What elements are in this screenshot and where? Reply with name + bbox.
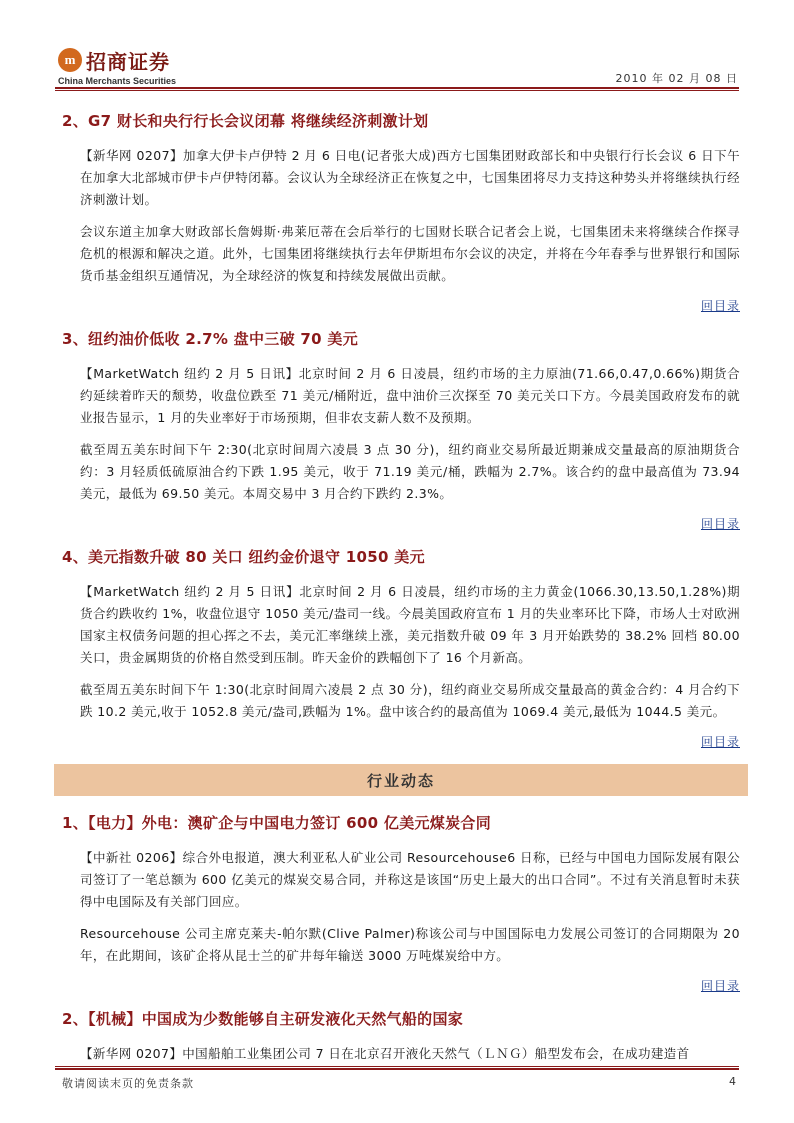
article-paragraph: 截至周五美东时间下午 2:30(北京时间周六凌晨 3 点 30 分)，纽约商业交易所最近期兼成交量最高的原油期货合约：3 月轻质低硫原油合约下跌 1.95 美元，收于 71.19 美元/桶，跌幅为 2.7%。该合约的盘中最高值为 73.94 美元，最低为 69.50 美元。本周交易中 3 月合约下跌约 2.3%。 (80, 442, 740, 501)
article-paragraph: Resourcehouse 公司主席克莱夫-帕尔默(Clive Palmer)称该公司与中国国际电力发展公司签订的合同期限为 20 年，在此期间，该矿企将从昆士兰的矿井每年输送 3000 万吨煤炭给中方。 (80, 926, 740, 963)
page-content (62, 110, 740, 1075)
back-to-toc-link[interactable]: 回目录 (700, 299, 740, 313)
article-coal (62, 812, 740, 994)
section-title-bar: 行业动态 (54, 764, 748, 796)
back-to-toc-link[interactable]: 回目录 (700, 517, 740, 531)
header-rule-thin (55, 90, 739, 91)
logo-chinese-name: 招商证券 (86, 50, 170, 74)
logo-mark-icon: m (58, 48, 82, 72)
article-heading: 2、G7 财长和央行行长会议闭幕 将继续经济刺激计划 (62, 112, 429, 130)
page-number: 4 (729, 1075, 736, 1088)
footer-disclaimer: 敬请阅读末页的免责条款 (62, 1077, 194, 1090)
article-heading: 1、【电力】外电：澳矿企与中国电力签订 600 亿美元煤炭合同 (62, 814, 491, 832)
header-rule (55, 87, 739, 89)
article-heading: 2、【机械】中国成为少数能够自主研发液化天然气船的国家 (62, 1010, 464, 1028)
article-paragraph: 【新华网 0207】中国船舶工业集团公司 7 日在北京召开液化天然气（ＬＮＧ）船型发布会，在成功建造首 (80, 1046, 690, 1061)
logo-english-name: China Merchants Securities (58, 76, 177, 86)
back-to-toc-link[interactable]: 回目录 (700, 735, 740, 749)
article-paragraph: 【中新社 0206】综合外电报道，澳大利亚私人矿业公司 Resourcehouse6 日称，已经与中国电力国际发展有限公司签订了一笔总额为 600 亿美元的煤炭交易合同，并称这是该国“历史上最大的出口合同”。不过有关消息暂时未获得中电国际及有关部门回应。 (80, 850, 740, 909)
article-oil (62, 328, 740, 532)
article-paragraph: 会议东道主加拿大财政部长詹姆斯·弗莱厄蒂在会后举行的七国财长联合记者会上说，七国集团未来将继续合作探寻危机的根源和解决之道。此外，七国集团将继续执行去年伊斯坦布尔会议的决定，并将在今年春季与世界银行和国际货币基金组织互通情况，为全球经济的恢复和持续发展做出贡献。 (80, 224, 740, 283)
article-paragraph: 截至周五美东时间下午 1:30(北京时间周六凌晨 2 点 30 分)，纽约商业交易所成交量最高的黄金合约：4 月合约下跌 10.2 美元,收于 1052.8 美元/盎司,跌幅为 1%。盘中该合约的最高值为 1069.4 美元,最低为 1044.5 美元。 (80, 682, 740, 719)
article-g7 (62, 110, 740, 314)
article-paragraph: 【新华网 0207】加拿大伊卡卢伊特 2 月 6 日电(记者张大成)西方七国集团财政部长和中央银行行长会议 6 日下午在加拿大北部城市伊卡卢伊特闭幕。会议认为全球经济正在恢复之中，七国集团将尽力支持这种势头并将继续执行经济刺激计划。 (80, 148, 740, 207)
company-logo (58, 46, 198, 86)
report-date: 2010 年 02 月 08 日 (615, 72, 738, 85)
footer-rule (55, 1068, 739, 1070)
article-gold (62, 546, 740, 750)
article-heading: 4、美元指数升破 80 关口 纽约金价退守 1050 美元 (62, 548, 425, 566)
footer-rule-thin (55, 1066, 739, 1067)
article-heading: 3、纽约油价低收 2.7% 盘中三破 70 美元 (62, 330, 359, 348)
article-paragraph: 【MarketWatch 纽约 2 月 5 日讯】北京时间 2 月 6 日凌晨，纽约市场的主力原油(71.66,0.47,0.66%)期货合约延续着昨天的颓势，收盘位跌至 71 美元/桶附近，盘中油价三次探至 70 美元关口下方。今晨美国政府发布的就业报告显示，1 月的失业率好于市场预期，但非农支薪人数不及预期。 (80, 366, 740, 425)
back-to-toc-link[interactable]: 回目录 (700, 979, 740, 993)
article-paragraph: 【MarketWatch 纽约 2 月 5 日讯】北京时间 2 月 6 日凌晨，纽约市场的主力黄金(1066.30,13.50,1.28%)期货合约跌收约 1%，收盘位退守 1050 美元/盎司一线。今晨美国政府宣布 1 月的失业率环比下降，市场人士对欧洲国家主权债务问题的担心挥之不去，美元汇率继续上涨，美元指数升破 09 年 3 月开始跌势的 38.2% 回档 80.00 关口，贵金属期货的价格自然受到压制。昨天金价的跌幅创下了 16 个月新高。 (80, 584, 740, 665)
article-lng (62, 1008, 740, 1065)
